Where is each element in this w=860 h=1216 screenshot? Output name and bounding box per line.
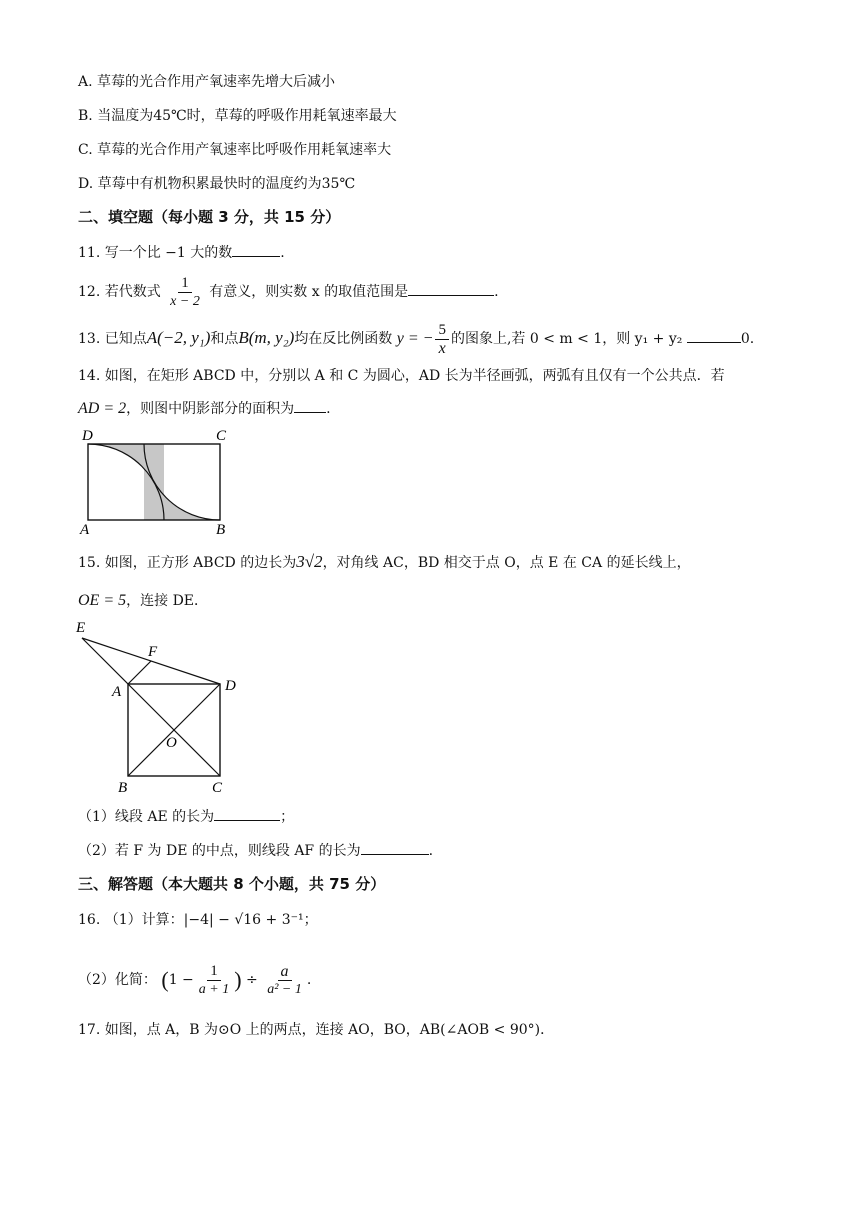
q13-text3: 的图象上,若 0 < m < 1，则 y₁ + y₂ — [450, 331, 683, 347]
q11-text: 写一个比 −1 大的数 — [104, 245, 233, 261]
q15-line1-pre: 如图，正方形 ABCD 的边长为 — [104, 555, 297, 571]
q13-number: 13. — [78, 331, 101, 347]
q13-mid: 和点 — [210, 331, 239, 347]
q16-fraction-2 — [264, 963, 305, 998]
q12-pre: 若代数式 — [104, 284, 161, 300]
q15-part1-answer-blank[interactable] — [214, 806, 280, 821]
q16-part2-pre: （2）化简： — [78, 972, 157, 988]
q12-post: 有意义，则实数 x 的取值范围是 — [209, 284, 409, 300]
q13-pre: 已知点 — [104, 331, 147, 347]
question-16-part-2 — [78, 958, 311, 1002]
question-12 — [78, 274, 499, 310]
q13-end: 0. — [740, 331, 755, 347]
q15-part2-answer-blank[interactable] — [361, 840, 429, 855]
q15-part1-end: ； — [280, 809, 295, 825]
section-2-title: 二、填空题（每小题 3 分，共 15 分） — [78, 208, 341, 226]
question-15-part-2 — [78, 840, 433, 861]
q16-f1-den: a + 1 — [198, 981, 230, 997]
q15-line2-pre: OE = 5 — [78, 592, 127, 609]
fig15-label-a: A — [112, 684, 122, 700]
option-a: A. 草莓的光合作用产氧速率先增大后减小 — [78, 74, 336, 90]
q16-number: 16. — [78, 912, 101, 928]
q12-fraction — [167, 275, 203, 310]
fig15-label-b: B — [118, 780, 128, 796]
figure-15-square — [72, 616, 252, 796]
q11-answer-blank[interactable] — [232, 242, 280, 257]
question-16-part-1 — [78, 910, 318, 930]
q16-part1: （1）计算：|−4| − √16 + 3⁻¹； — [104, 912, 318, 928]
q12-frac-den: x − 2 — [170, 293, 200, 309]
q11-number: 11. — [78, 245, 101, 261]
q13-answer-blank[interactable] — [687, 328, 741, 343]
fig14-label-b: B — [216, 522, 226, 538]
q15-part2-end: . — [428, 843, 434, 859]
question-13 — [78, 318, 754, 359]
fig15-label-e: E — [76, 620, 86, 636]
figure-14-rectangle — [76, 426, 246, 540]
q12-answer-blank[interactable] — [408, 281, 494, 296]
q14-number: 14. — [78, 368, 101, 384]
q14-line2-pre: AD = 2 — [78, 400, 127, 417]
fig15-label-d: D — [225, 678, 236, 694]
q12-frac-num: 1 — [178, 275, 192, 293]
q15-number: 15. — [78, 555, 101, 571]
fig14-label-d: D — [82, 428, 93, 444]
q13-text2: 均在反比例函数 — [294, 331, 393, 347]
q17-text: 如图，点 A，B 为⊙O 上的两点，连接 AO，BO，AB(∠AOB < 90°)． — [104, 1022, 555, 1038]
q13-point-b: B(m, y₂) — [238, 328, 295, 347]
q13-point-a: A(−2, y₁) — [146, 328, 211, 347]
section-3-title: 三、解答题（本大题共 8 个小题，共 75 分） — [78, 875, 386, 893]
q14-end: . — [326, 401, 331, 417]
q16-paren-open: ( — [161, 967, 169, 992]
question-14-line-1 — [78, 366, 725, 386]
fig15-label-f: F — [148, 644, 158, 660]
option-b: B. 当温度为45℃时，草莓的呼吸作用耗氧速率最大 — [78, 108, 397, 124]
q14-answer-blank[interactable] — [294, 398, 326, 413]
fig15-label-c: C — [212, 780, 223, 796]
q15-part1-text: （1）线段 AE 的长为 — [78, 809, 215, 825]
fig14-label-c: C — [216, 428, 227, 444]
q16-one-minus: 1 − — [168, 972, 194, 988]
fig14-label-a: A — [80, 522, 90, 538]
q13-frac-num: 5 — [435, 322, 449, 340]
q13-func-pre: y = − — [396, 330, 434, 347]
q16-f1-num: 1 — [207, 963, 221, 981]
q14-line2-post: ，则图中阴影部分的面积为 — [126, 401, 295, 417]
q15-side-length: 3√2 — [296, 552, 323, 571]
question-15-line-2 — [78, 591, 208, 611]
q15-part2-text: （2）若 F 为 DE 的中点，则线段 AF 的长为 — [78, 843, 361, 859]
q12-number: 12. — [78, 284, 101, 300]
q15-line1-post: ，对角线 AC，BD 相交于点 O，点 E 在 CA 的延长线上， — [322, 555, 691, 571]
option-d: D. 草莓中有机物积累最快时的温度约为35℃ — [78, 176, 356, 192]
fig15-segment-af — [128, 661, 151, 684]
q16-divide: ÷ — [246, 972, 258, 988]
q16-f2-num: a — [278, 963, 292, 981]
question-15-line-1 — [78, 552, 691, 573]
q15-line2-post: ，连接 DE． — [126, 593, 209, 609]
question-11 — [78, 242, 285, 263]
q11-end: . — [280, 245, 285, 261]
q14-line1: 如图，在矩形 ABCD 中，分别以 A 和 C 为圆心，AD 长为半径画弧，两弧有且仅有一个公共点．若 — [104, 368, 725, 384]
fig15-label-o: O — [166, 735, 177, 751]
q16-paren-close: ) — [234, 967, 242, 992]
question-17 — [78, 1020, 554, 1040]
q12-end: . — [494, 284, 499, 300]
q17-number: 17. — [78, 1022, 101, 1038]
question-14-line-2 — [78, 398, 331, 419]
q16-fraction-1 — [196, 963, 232, 998]
q16-end: . — [306, 972, 312, 988]
q13-frac-den: x — [438, 339, 446, 357]
q16-f2-den: a² − 1 — [267, 981, 302, 997]
question-15-part-1 — [78, 806, 294, 827]
option-c: C. 草莓的光合作用产氧速率比呼吸作用耗氧速率大 — [78, 142, 392, 158]
fig15-segment-ea — [82, 638, 128, 684]
q13-fraction — [435, 322, 449, 357]
